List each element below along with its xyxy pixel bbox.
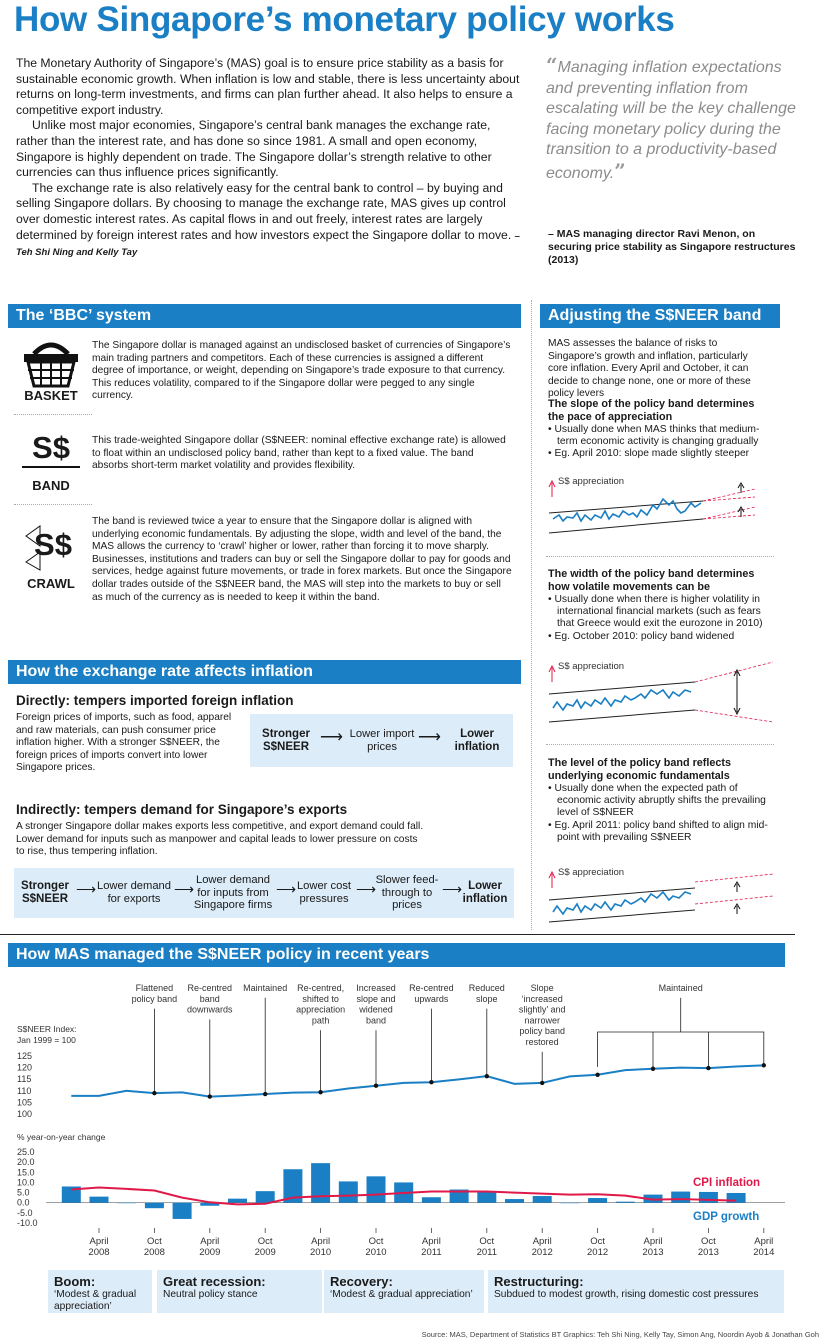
column-divider [531, 300, 532, 930]
neer-tick-label: 120 [17, 1062, 33, 1073]
x-tick-label: 2008 [88, 1247, 110, 1258]
width-title: The width of the policy band determines how volatile movements can be [548, 568, 755, 593]
gdp-bar [671, 1192, 690, 1203]
x-tick-label: April [643, 1236, 663, 1247]
phase-recession-title: Great recession: [163, 1274, 266, 1289]
gdp-bar [339, 1181, 358, 1202]
gdp-legend-label: GDP growth [693, 1211, 760, 1223]
yoy-tick-label: 5.0 [17, 1187, 30, 1198]
x-tick-label: Oct [479, 1236, 495, 1247]
policy-annotation-text: Re-centred [409, 983, 454, 993]
quote-text: Managing inflation expectations and preventing inflation from escalating will be the key challenge facing monetary policy during the transition to a productivity-based economy. [546, 59, 796, 182]
neer-axis-label: Jan 1999 = 100 [17, 1035, 76, 1045]
neer-tick-label: 105 [17, 1097, 33, 1108]
neer-tick-label: 125 [17, 1051, 33, 1061]
width-bullet-1: • Usually done when there is higher volatility in international financial markets (such as fears that Greece would exit the eurozone in 2010) [548, 593, 763, 630]
phase-boom-title: Boom: [54, 1274, 96, 1289]
arrow-right-icon: ⟶ [418, 729, 441, 746]
policy-annotation-text: widened [359, 1004, 393, 1015]
neer-marker [762, 1063, 766, 1067]
policy-annotation-text: policy band [131, 993, 178, 1004]
x-tick-label: 2010 [310, 1247, 332, 1258]
indirect-flow-step: Stronger S$NEER [21, 880, 69, 905]
direct-flow-step: Lower inflation [454, 728, 500, 753]
x-tick-label: 2011 [421, 1247, 442, 1258]
direct-text: Foreign prices of imports, such as food, apparel and raw materials, can push consumer price inflation higher. With a stronger S$NEER, the foreign prices of imports convert into lower Singapore prices. [16, 712, 232, 774]
gdp-bar [533, 1196, 552, 1203]
yoy-axis-label: % year-on-year change [17, 1132, 106, 1142]
basket-label: BASKET [24, 388, 78, 403]
policy-annotation-text: Maintained [658, 983, 703, 993]
gdp-bar [367, 1176, 386, 1202]
arrow-right-icon: ⟶ [76, 881, 97, 897]
slope-lever [548, 398, 773, 461]
annotation-bracket [598, 1032, 764, 1067]
policy-annotation-text: slope [476, 993, 498, 1004]
policy-annotation-text: band [365, 1015, 387, 1026]
phase-recovery [324, 1270, 484, 1313]
gdp-bar [422, 1197, 441, 1202]
policy-annotation-text: policy band [519, 1026, 565, 1037]
indirect-text: A stronger Singapore dollar makes exports less competitive, and export demand could fall. Lower demand for inputs such as manpower and capital leads to lower pressure on costs to rise, thus tempering inflation. [16, 821, 424, 858]
level-title: The level of the policy band reflects underlying economic fundamentals [548, 757, 731, 782]
gdp-bar [560, 1203, 579, 1204]
policy-annotation-text: shifted to [302, 993, 339, 1004]
x-tick-label: April [89, 1236, 109, 1247]
intro-paragraph-3 [16, 181, 521, 261]
yoy-tick-label: 15.0 [17, 1167, 35, 1178]
section-rule [0, 934, 795, 935]
slope-title: The slope of the policy band determines the pace of appreciation [548, 398, 755, 423]
open-quote-mark: “ [546, 53, 558, 77]
arrow-right-icon: ⟶ [320, 729, 343, 746]
gdp-bar [228, 1199, 247, 1203]
divider [546, 744, 774, 745]
policy-annotation-text: path [311, 1015, 330, 1026]
adjust-heading: Adjusting the S$NEER band [540, 304, 780, 328]
indirect-flow-step: Lower inflation [462, 880, 508, 905]
yoy-tick-label: 20.0 [17, 1157, 35, 1168]
neer-marker [318, 1090, 322, 1094]
phase-restructuring-title: Restructuring: [494, 1274, 584, 1289]
width-lever [548, 568, 773, 643]
page-title: How Singapore’s monetary policy works [14, 0, 675, 39]
x-tick-label: April [200, 1236, 220, 1247]
x-tick-label: April [532, 1236, 552, 1247]
policy-annotation-text: Re-centred [187, 983, 233, 993]
policy-annotation-text: Slope [530, 983, 554, 993]
policy-history-chart [0, 970, 800, 1270]
close-quote-mark: ” [614, 158, 626, 183]
policy-annotation-text: narrower [524, 1015, 560, 1026]
arrow-right-icon: ⟶ [442, 881, 463, 897]
policy-annotation-text: Increased [356, 983, 396, 993]
phase-recovery-title: Recovery: [330, 1274, 393, 1289]
gdp-bar [588, 1198, 607, 1203]
gdp-bar [117, 1203, 136, 1204]
indirect-flow-step: Lower cost pressures [296, 880, 352, 905]
crawl-text: The band is reviewed twice a year to ensure that the Singapore dollar is aligned with underlying economic fundamentals. By adjusting the slope, width and level of the band, the MAS allows the currency to ‘crawl’ higher or lower, rather than forcing it to move sharply. Businesses, institutions and traders can buy or sell the Singapore dollar to pay for goods and services, hedge against future movements, or trade in forex markets. But once the Singapore dollar trades outside of the S$NEER band, the MAS will step into the markets to buy or sell as much of the currency as is needed to keep it within the band. [92, 516, 512, 603]
policy-annotation-text: band [199, 993, 220, 1004]
x-tick-label: Oct [590, 1236, 605, 1247]
neer-marker [208, 1094, 212, 1098]
basket-text: The Singapore dollar is managed against an undisclosed basket of currencies of Singapore’s main trading partners and competitors. Each of these currencies is assigned a different degree of importance, or weight, depending on Singapore’s trade exposure to that currency. This reduces volatility, compared to if the Singapore dollar were pegged to any single currency. [92, 340, 511, 402]
band-icon: S$ [32, 430, 70, 465]
intro-text [16, 56, 521, 261]
phase-boom-desc: ‘Modest & gradual appreciation’ [54, 1289, 137, 1312]
neer-marker [595, 1073, 599, 1077]
arrow-right-icon: ⟶ [276, 881, 297, 897]
x-tick-label: Oct [701, 1236, 716, 1247]
yoy-tick-label: 0.0 [17, 1197, 30, 1208]
divider [14, 504, 92, 505]
neer-axis-label: S$NEER Index: [17, 1024, 77, 1034]
intro-paragraph-3-text: The exchange rate is also relatively easy for the central bank to control – by buying and selling Singapore dollars. By choosing to manage the exchange rate, MAS gives up control over domestic interest rates. As capital flows in and out freely, interest rates are largely determined by foreign interest rates and how investors expect the Singapore dollar to move. [16, 180, 512, 242]
x-tick-label: 2011 [476, 1247, 498, 1258]
direct-flow-step: Lower import prices [349, 728, 415, 753]
level-bullet-2: • Eg. April 2011: policy band shifted to align mid-point with prevailing S$NEER [548, 819, 768, 844]
slope-chart-label: S$ appreciation [558, 476, 625, 487]
yoy-tick-label: 10.0 [17, 1177, 35, 1188]
quote-attribution: – MAS managing director Ravi Menon, on securing price stability as Singapore restructures (2013) [548, 228, 796, 266]
exchange-heading: How the exchange rate affects inflation [8, 660, 521, 684]
x-tick-label: Oct [257, 1236, 273, 1247]
indirect-heading: Indirectly: tempers demand for Singapore’s exports [16, 802, 348, 817]
indirect-flow [14, 868, 514, 918]
level-chart-label: S$ appreciation [558, 867, 625, 878]
x-tick-label: April [311, 1236, 331, 1247]
neer-marker [429, 1080, 433, 1084]
yoy-tick-label: -10.0 [17, 1218, 38, 1228]
intro-paragraph-1: The Monetary Authority of Singapore’s (MAS) goal is to ensure price stability as a basis for sustainable economic growth. When inflation is low and stable, there is less uncertainty about returns on long-term investments, and firms can plan further ahead. It also helps to ensure a competitive export industry. [16, 56, 520, 117]
yoy-tick-label: -5.0 [17, 1207, 33, 1218]
x-tick-label: 2009 [199, 1247, 221, 1258]
phase-restructuring [488, 1270, 784, 1313]
gdp-bar [90, 1197, 109, 1203]
level-lever [548, 757, 773, 845]
x-tick-label: 2014 [753, 1247, 775, 1258]
phase-recession [157, 1270, 322, 1313]
policy-annotation-text: Reduced [468, 983, 505, 993]
x-tick-label: April [421, 1236, 441, 1247]
pull-quote [546, 55, 798, 185]
level-bullet-1: • Usually done when the expected path of economic activity abruptly shifts the prevailing level of S$NEER [548, 782, 766, 819]
policy-annotation-text: ‘increased [521, 993, 563, 1004]
policy-annotation-text: Maintained [243, 983, 288, 993]
neer-marker [263, 1092, 267, 1096]
crawl-icon: S$ [34, 527, 72, 562]
x-tick-label: Oct [147, 1236, 162, 1247]
arrow-right-icon: ⟶ [356, 881, 377, 897]
policy-annotation-text: Flattened [135, 983, 174, 993]
slope-bullet-2: • Eg. April 2010: slope made slightly steeper [548, 448, 750, 460]
divider [14, 414, 92, 415]
source-credit: Source: MAS, Department of Statistics BT Graphics: Teh Shi Ning, Kelly Tay, Simon Ang, Noordin Ayob & Jonathan Goh [421, 1330, 819, 1339]
neer-marker [485, 1074, 489, 1078]
gdp-bar [505, 1199, 524, 1203]
width-bullet-2: • Eg. October 2010: policy band widened [548, 630, 735, 642]
x-tick-label: 2009 [254, 1247, 276, 1258]
gdp-bar [699, 1192, 718, 1203]
phase-restructuring-desc: Subdued to modest growth, rising domestic cost pressures [494, 1289, 759, 1300]
gdp-bar [256, 1191, 275, 1203]
x-tick-label: 2013 [697, 1247, 719, 1258]
phase-boom [48, 1270, 152, 1313]
band-text: This trade-weighted Singapore dollar (S$NEER: nominal effective exchange rate) is allowed to float within an undisclosed policy band, rather than kept to a fixed value. The band absorbs short-term market volatility and provides flexibility. [92, 435, 506, 472]
neer-tick-label: 100 [17, 1109, 33, 1119]
neer-tick-label: 110 [17, 1085, 32, 1096]
policy-annotation-text: restored [525, 1037, 559, 1047]
x-tick-label: 2008 [143, 1247, 165, 1258]
intro-paragraph-2: Unlike most major economies, Singapore’s central bank manages the exchange rate, rather than the interest rate, and has done so since 1981. A small and open economy, Singapore is highly dependent on trade. The Singapore dollar’s strength relative to other currencies can thus influence prices significantly. [16, 118, 492, 180]
chart-heading: How MAS managed the S$NEER policy in recent years [8, 943, 785, 967]
crawl-label: CRAWL [27, 576, 75, 591]
phase-recession-desc: Neutral policy stance [163, 1289, 258, 1300]
width-chart-label: S$ appreciation [558, 661, 625, 672]
x-tick-label: 2012 [587, 1247, 609, 1258]
neer-marker [706, 1066, 710, 1070]
policy-annotation-text: slightly’ and [518, 1004, 566, 1015]
basket-icon [20, 338, 82, 388]
gdp-bar [477, 1192, 496, 1203]
indirect-flow-step: Slower feed-through to prices [375, 874, 439, 912]
direct-flow-step: Stronger S$NEER [262, 728, 310, 753]
policy-annotation-text: slope and [356, 993, 396, 1004]
divider [546, 556, 774, 557]
policy-annotation-text: Re-centred, [297, 983, 345, 993]
x-tick-label: 2013 [642, 1247, 664, 1258]
neer-marker [152, 1091, 156, 1095]
neer-marker [651, 1067, 655, 1071]
x-tick-label: 2010 [365, 1247, 387, 1258]
gdp-bar [145, 1203, 164, 1208]
direct-heading: Directly: tempers imported foreign inflation [16, 693, 294, 708]
x-tick-label: 2012 [531, 1247, 553, 1258]
band-label: BAND [32, 478, 70, 493]
arrow-right-icon: ⟶ [174, 881, 195, 897]
cpi-legend-label: CPI inflation [693, 1177, 761, 1189]
indirect-flow-step: Lower demand for exports [96, 880, 171, 905]
indirect-flow-step: Lower demand for inputs from Singapore firms [193, 874, 273, 912]
x-tick-label: Oct [368, 1236, 384, 1247]
band-underline [22, 466, 80, 468]
bbc-heading: The ‘BBC’ system [8, 304, 521, 328]
intro-credit: – Teh Shi Ning and Kelly Tay [16, 230, 520, 259]
policy-annotation-text: downwards [187, 1004, 233, 1015]
neer-marker [374, 1083, 378, 1087]
slope-bullet-1: • Usually done when MAS thinks that medium-term economic activity is changing gradually [548, 423, 760, 447]
neer-marker [540, 1081, 544, 1085]
neer-tick-label: 115 [17, 1074, 32, 1085]
adjust-intro: MAS assesses the balance of risks to Singapore’s growth and inflation, particularly core inflation. Every April and October, it can decide to change none, one or more of these policy levers [548, 338, 751, 400]
gdp-bar [173, 1203, 192, 1219]
policy-annotation-text: upwards [414, 993, 449, 1004]
phase-recovery-desc: ‘Modest & gradual appreciation’ [330, 1289, 473, 1300]
gdp-bar [616, 1202, 635, 1203]
x-tick-label: April [754, 1236, 774, 1247]
policy-annotation-text: appreciation [296, 1004, 346, 1015]
neer-line [71, 1065, 764, 1096]
yoy-tick-label: 25.0 [17, 1147, 35, 1157]
direct-flow [250, 714, 513, 767]
